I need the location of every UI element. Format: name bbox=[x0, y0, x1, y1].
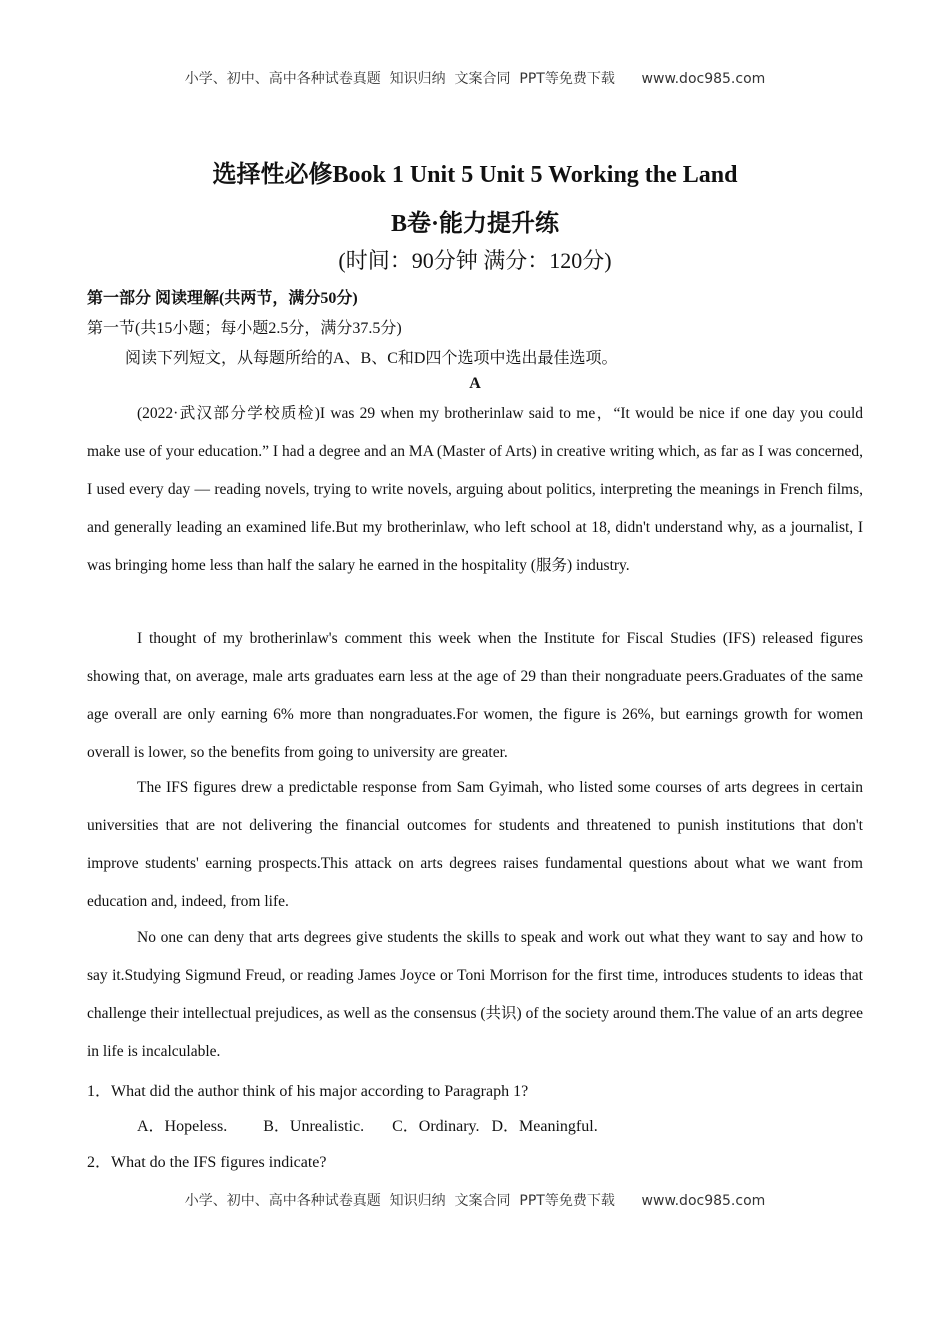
instruction-text: 阅读下列短文，从每题所给的A、B、C和D四个选项中选出最佳选项。 bbox=[125, 350, 618, 367]
footer-banner: 小学、初中、高中各种试卷真题 知识归纳 文案合同 PPT等免费下载 www.doc985.com bbox=[184, 1193, 766, 1209]
page-subtitle: B卷·能力提升练 bbox=[390, 211, 559, 237]
paragraph-3: The IFS figures drew a predictable response from Sam Gyimah, who listed some courses of arts degrees in certain universities that are not delivering the financial outcomes for students and threatened to punish institutions that don't improve students' earning prospects.This attack on arts degrees raises fundamental questions about what we want from education and, indeed, from life. bbox=[87, 779, 863, 910]
paragraph-4: No one can deny that arts degrees give students the skills to speak and work out what they want to say and how to say it.Studying Sigmund Freud, or reading James Joyce or Toni Morrison for the first time, introduces students to ideas that challenge their intellectual prejudices, as well as the consensus (共识) of the society around them.The value of an arts degree in life is incalculable. bbox=[87, 929, 864, 1060]
passage-label: A bbox=[469, 375, 481, 392]
part-heading: 第一部分 阅读理解(共两节，满分50分) bbox=[87, 290, 358, 307]
question-2: 2．What do the IFS figures indicate? bbox=[87, 1154, 327, 1171]
option-a: A．Hopeless. bbox=[137, 1118, 228, 1135]
paragraph-2: I thought of my brotherinlaw's comment this week when the Institute for Fiscal Studies (IFS) released figures showing that, on average, male arts graduates earn less at the age of 29 than their nongraduate peers.Graduates of the same age overall are only earning 6% more than nongraduates.For women, the figure is 26%, but earnings growth for women overall is lower, so the benefits from going to university are greater. bbox=[87, 630, 863, 761]
option-d: D．Meaningful. bbox=[491, 1118, 598, 1135]
page-title: 选择性必修Book 1 Unit 5 Unit 5 Working the Land bbox=[212, 162, 738, 188]
section-heading: 第一节(共15小题；每小题2.5分，满分37.5分) bbox=[87, 320, 402, 337]
option-b: B．Unrealistic. bbox=[263, 1118, 365, 1135]
time-info: (时间：90分钟 满分：120分) bbox=[338, 248, 612, 273]
paragraph-1: (2022·武汉部分学校质检)I was 29 when my brotherinlaw said to me，“It would be nice if one day you could make use of your education.” I had a degree and an MA (Master of Arts) in creative writing which, as far as I was concerned, I used every day — reading novels, trying to write novels, arguing about politics, interpreting the meanings in French films, and generally leading an examined life.But my brotherinlaw, who left school at 18, didn't understand why, as a journalist, I was bringing home less than half the salary he earned in the hospitality (服务) industry. bbox=[87, 405, 863, 574]
option-c: C．Ordinary. bbox=[392, 1118, 480, 1135]
question-1-options bbox=[137, 1113, 608, 1136]
header-banner: 小学、初中、高中各种试卷真题 知识归纳 文案合同 PPT等免费下载 www.doc985.com bbox=[184, 71, 766, 87]
question-1: 1．What did the author think of his major according to Paragraph 1? bbox=[87, 1083, 529, 1100]
